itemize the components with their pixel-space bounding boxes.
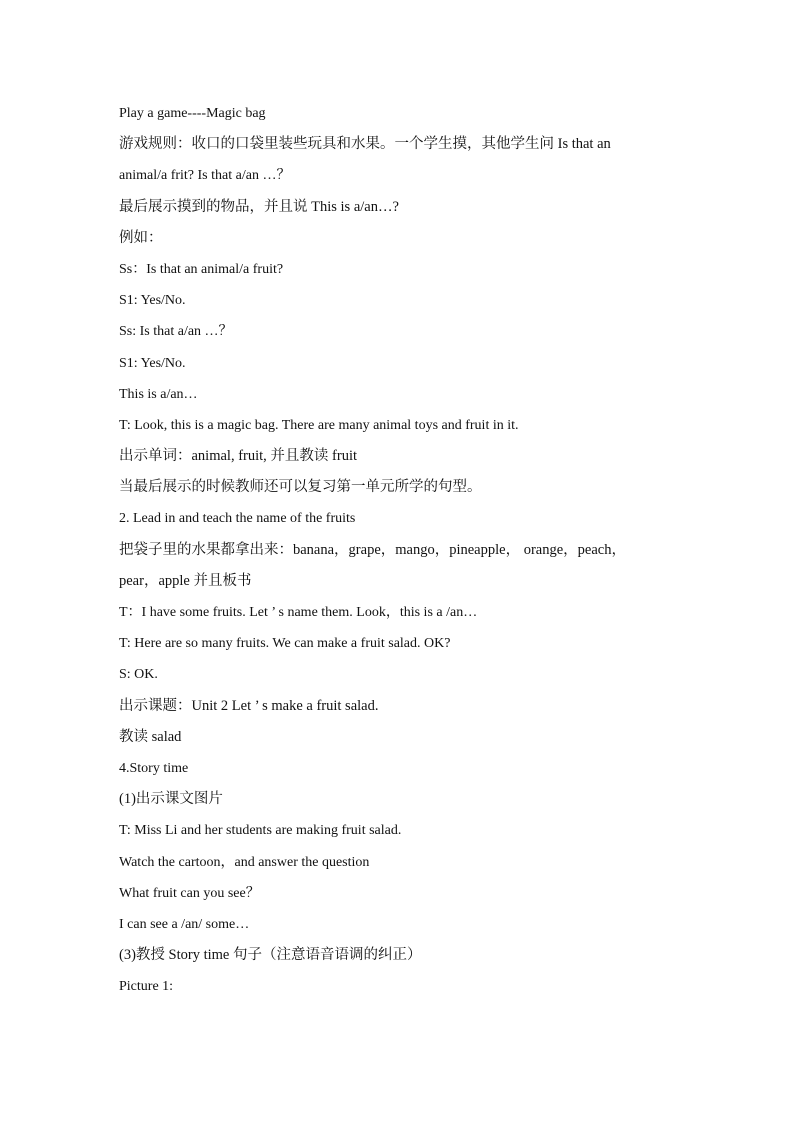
question-line: What fruit can you see？	[119, 885, 260, 901]
instruction-line: pear，apple 并且板书	[119, 572, 252, 589]
game-rules-line: animal/a frit? Is that a/an …？	[119, 168, 291, 184]
instruction-line: 出示课题：Unit 2 Let ’ s make a fruit salad.	[119, 697, 379, 714]
activity-title: Play a game----Magic bag	[119, 106, 266, 121]
dialogue-line: This is a/an…	[119, 386, 198, 402]
instruction-line: 教读 salad	[119, 728, 182, 745]
section-heading: 4.Story time	[119, 760, 189, 776]
dialogue-line: T: Look, this is a magic bag. There are many animal toys and fruit in it.	[119, 417, 519, 433]
section-heading: 2. Lead in and teach the name of the fruits	[119, 511, 356, 527]
dialogue-line: Ss: Is that a/an …？	[119, 324, 233, 340]
game-rules-line: 最后展示摸到的物品，并且说 This is a/an…?	[119, 198, 399, 215]
picture-label: Picture 1:	[119, 979, 174, 995]
dialogue-line: Ss：Is that an animal/a fruit?	[119, 261, 284, 277]
instruction-line: 出示单词：animal, fruit, 并且教读 fruit	[119, 448, 358, 465]
instruction-line: 把袋子里的水果都拿出来：banana，grape，mango，pineapple， orange，peach，	[119, 541, 626, 558]
instruction-line: (3)教授 Story time 句子（注意语音语调的纠正）	[119, 947, 422, 964]
game-rules-line: 游戏规则：收口的口袋里装些玩具和水果。一个学生摸，其他学生问 Is that an	[119, 136, 611, 153]
dialogue-line: T: Miss Li and her students are making fruit salad.	[119, 823, 402, 839]
instruction-line: 当最后展示的时候教师还可以复习第一单元所学的句型。	[119, 479, 482, 496]
dialogue-line: T：I have some fruits. Let ’ s name them. Look，this is a /an…	[119, 605, 478, 620]
example-label: 例如：	[119, 229, 163, 246]
dialogue-line: S1: Yes/No.	[119, 293, 186, 309]
document-body	[119, 98, 719, 1002]
dialogue-line: S1: Yes/No.	[119, 355, 186, 371]
dialogue-line: T: Here are so many fruits. We can make a fruit salad. OK?	[119, 636, 451, 652]
answer-line: I can see a /an/ some…	[119, 916, 250, 932]
instruction-line: Watch the cartoon，and answer the question	[119, 854, 370, 870]
instruction-line: (1)出示课文图片	[119, 791, 223, 808]
dialogue-line: S: OK.	[119, 667, 158, 683]
